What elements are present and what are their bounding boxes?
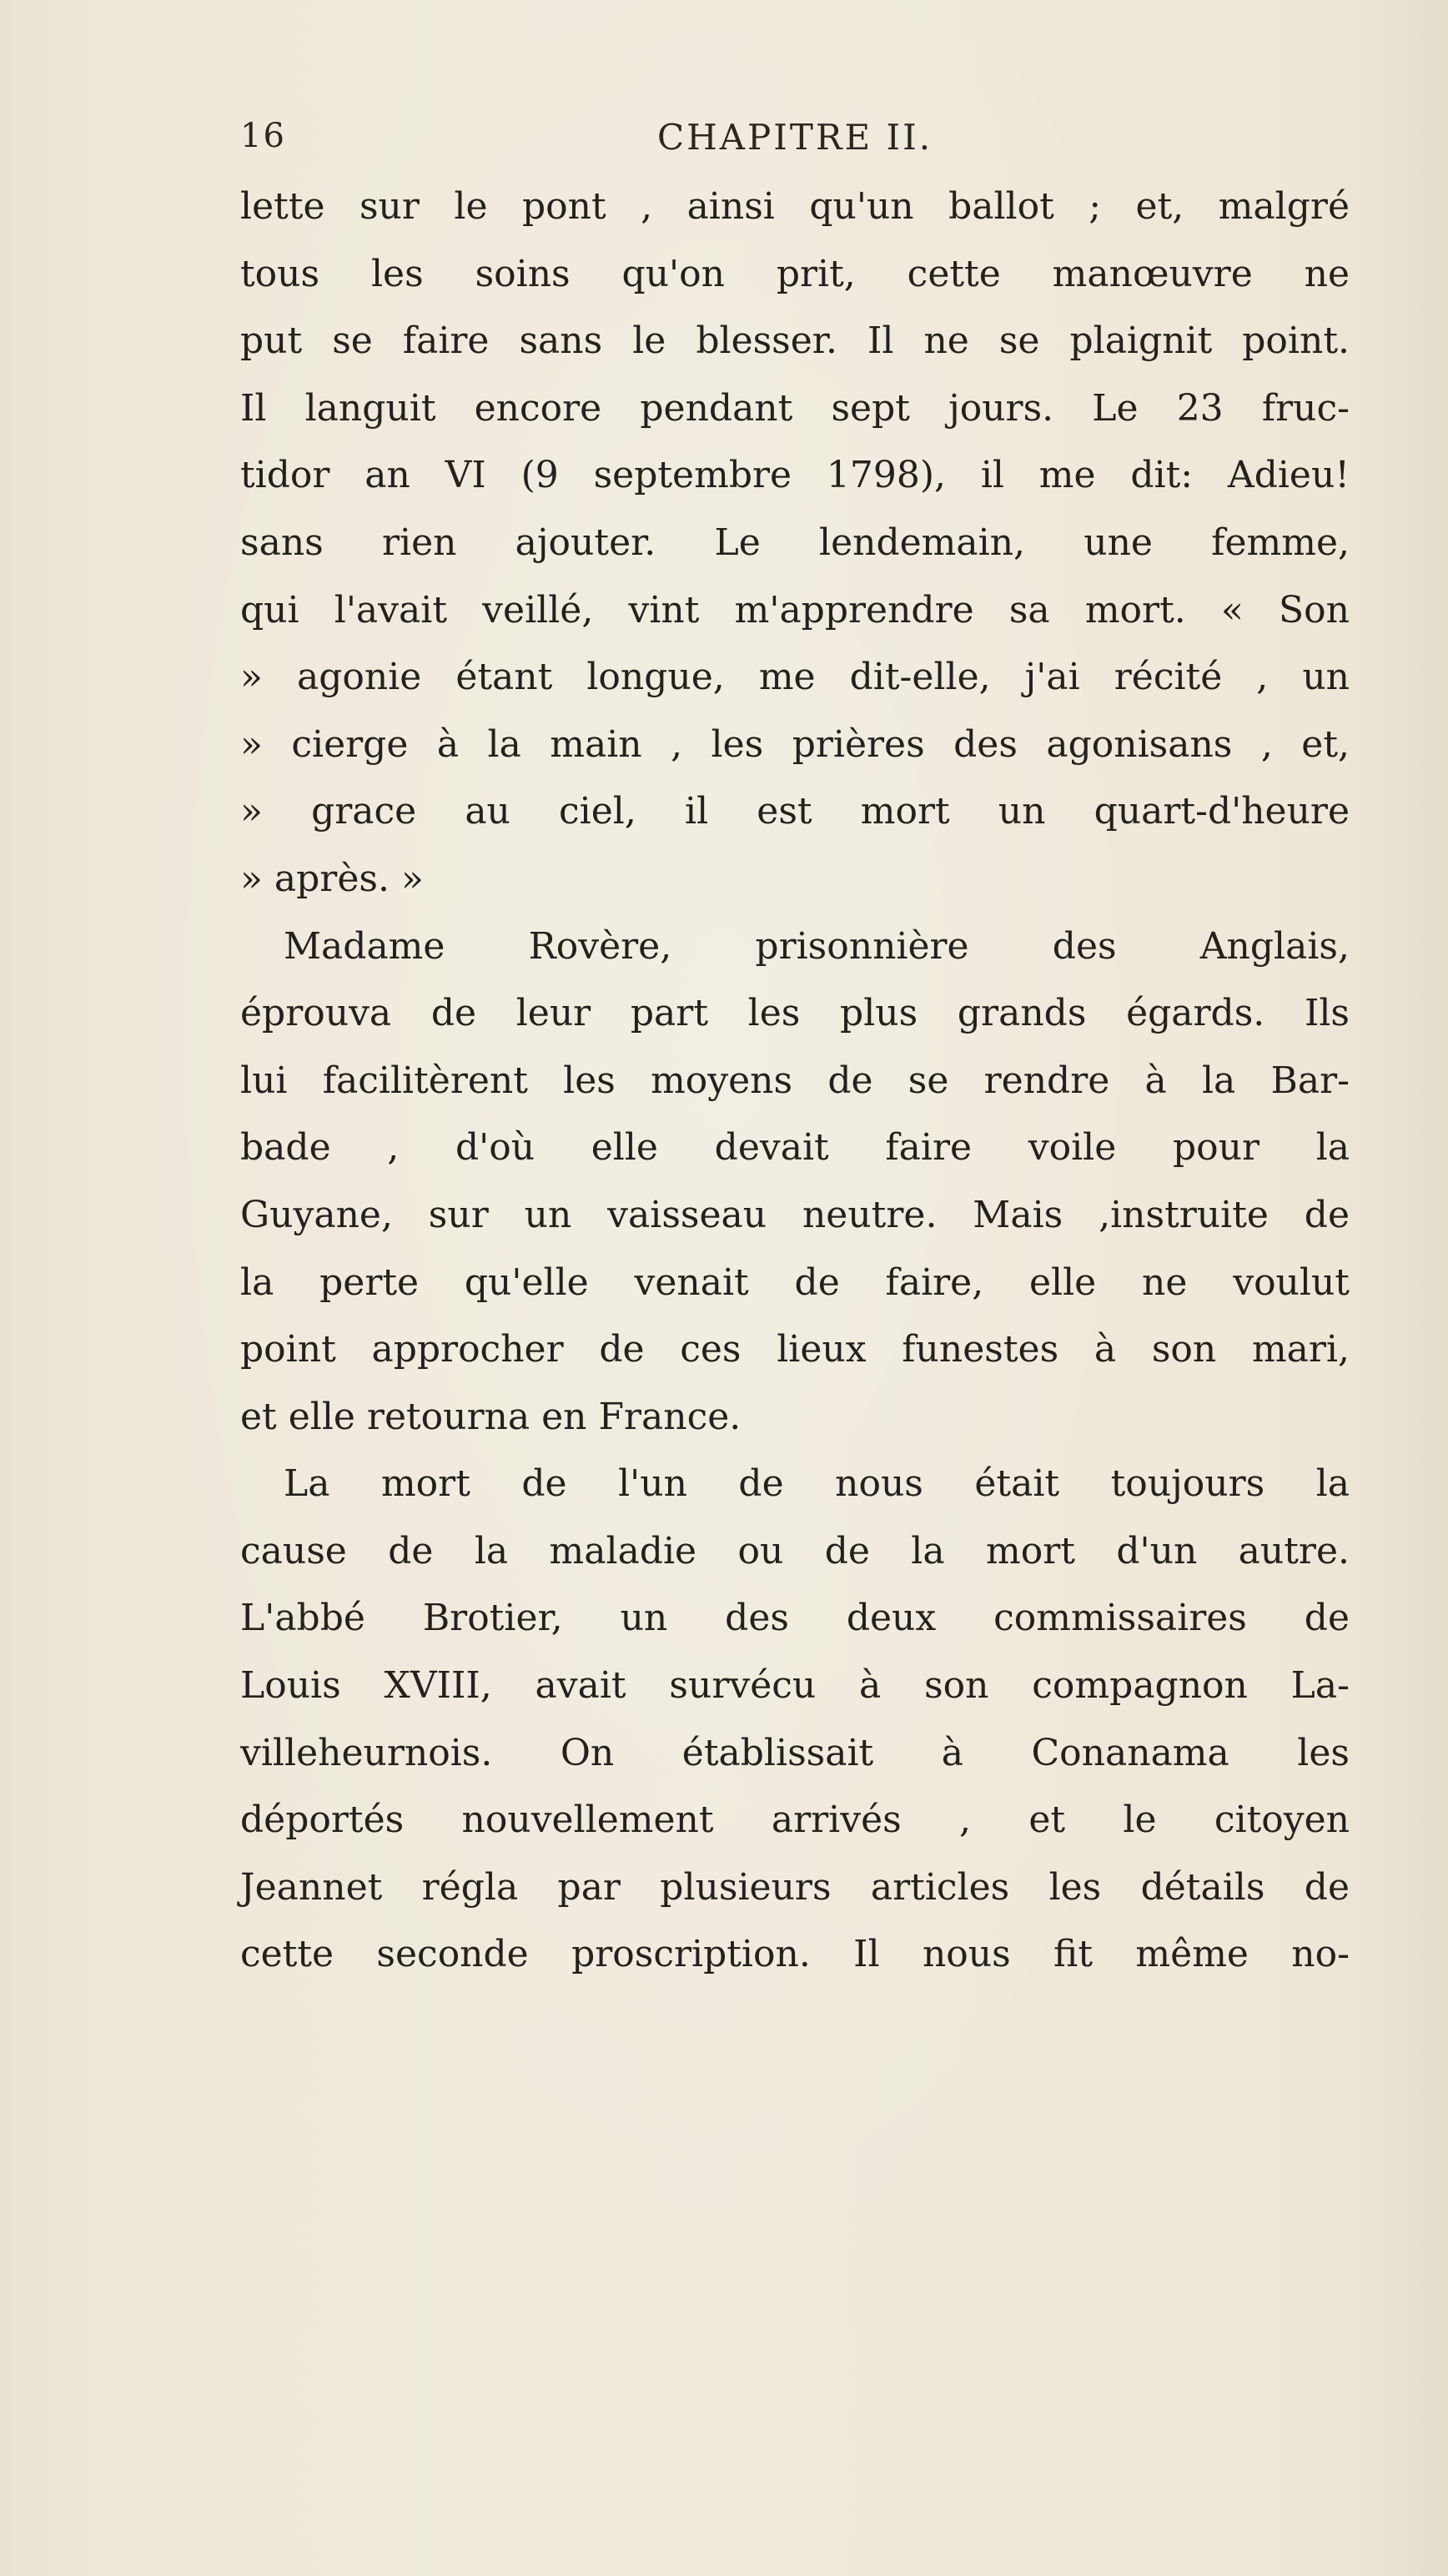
text-line: cause de la maladie ou de la mort d'un autre.	[240, 1529, 1350, 1572]
text-line: et elle retourna en France.	[240, 1395, 742, 1438]
text-line: » après. »	[240, 857, 424, 900]
text-line: qui l'avait veillé, vint m'apprendre sa mort. « Son	[240, 588, 1350, 631]
running-head: CHAPITRE II.	[656, 117, 933, 158]
text-line: cette seconde proscription. Il nous fit même no-	[240, 1933, 1350, 1976]
text-line: Jeannet régla par plusieurs articles les détails de	[240, 1865, 1350, 1909]
text-line: tous les soins qu'on prit, cette manœuvre ne	[240, 252, 1350, 295]
text-line: sans rien ajouter. Le lendemain, une femme,	[240, 521, 1350, 564]
text-line: point approcher de ces lieux funestes à son mari,	[240, 1328, 1350, 1371]
text-line: lui facilitèrent les moyens de se rendre à la Bar-	[240, 1059, 1350, 1102]
text-line: Madame Rovère, prisonnière des Anglais,	[284, 924, 1350, 968]
text-line: L'abbé Brotier, un des deux commissaires de	[240, 1597, 1350, 1640]
page-header	[240, 117, 1350, 167]
text-line: déportés nouvellement arrivés , et le citoyen	[240, 1799, 1350, 1842]
text-line: La mort de l'un de nous était toujours la	[284, 1462, 1350, 1506]
body-text	[240, 174, 1350, 1989]
text-line: éprouva de leur part les plus grands égards. Ils	[240, 992, 1350, 1035]
text-line: lette sur le pont , ainsi qu'un ballot ; et, malgré	[240, 185, 1350, 228]
text-line: Il languit encore pendant sept jours. Le 23 fruc-	[240, 386, 1350, 430]
text-line: put se faire sans le blesser. Il ne se plaignit point.	[240, 319, 1350, 363]
text-line: villeheurnois. On établissait à Conanama les	[240, 1731, 1350, 1774]
text-line: » grace au ciel, il est mort un quart-d'heure	[240, 790, 1350, 833]
text-line: la perte qu'elle venait de faire, elle ne voulut	[240, 1260, 1350, 1304]
text-line: » agonie étant longue, me dit-elle, j'ai récité , un	[240, 656, 1350, 699]
page-number: 16	[240, 117, 286, 155]
text-line: Guyane, sur un vaisseau neutre. Mais ,instruite de	[240, 1193, 1350, 1236]
text-line: Louis XVIII, avait survécu à son compagnon La-	[240, 1664, 1350, 1708]
text-line: bade , d'où elle devait faire voile pour la	[240, 1126, 1350, 1170]
text-line: » cierge à la main , les prières des agonisans , et,	[240, 722, 1350, 766]
text-line: tidor an VI (9 septembre 1798), il me dit: Adieu!	[240, 454, 1350, 497]
